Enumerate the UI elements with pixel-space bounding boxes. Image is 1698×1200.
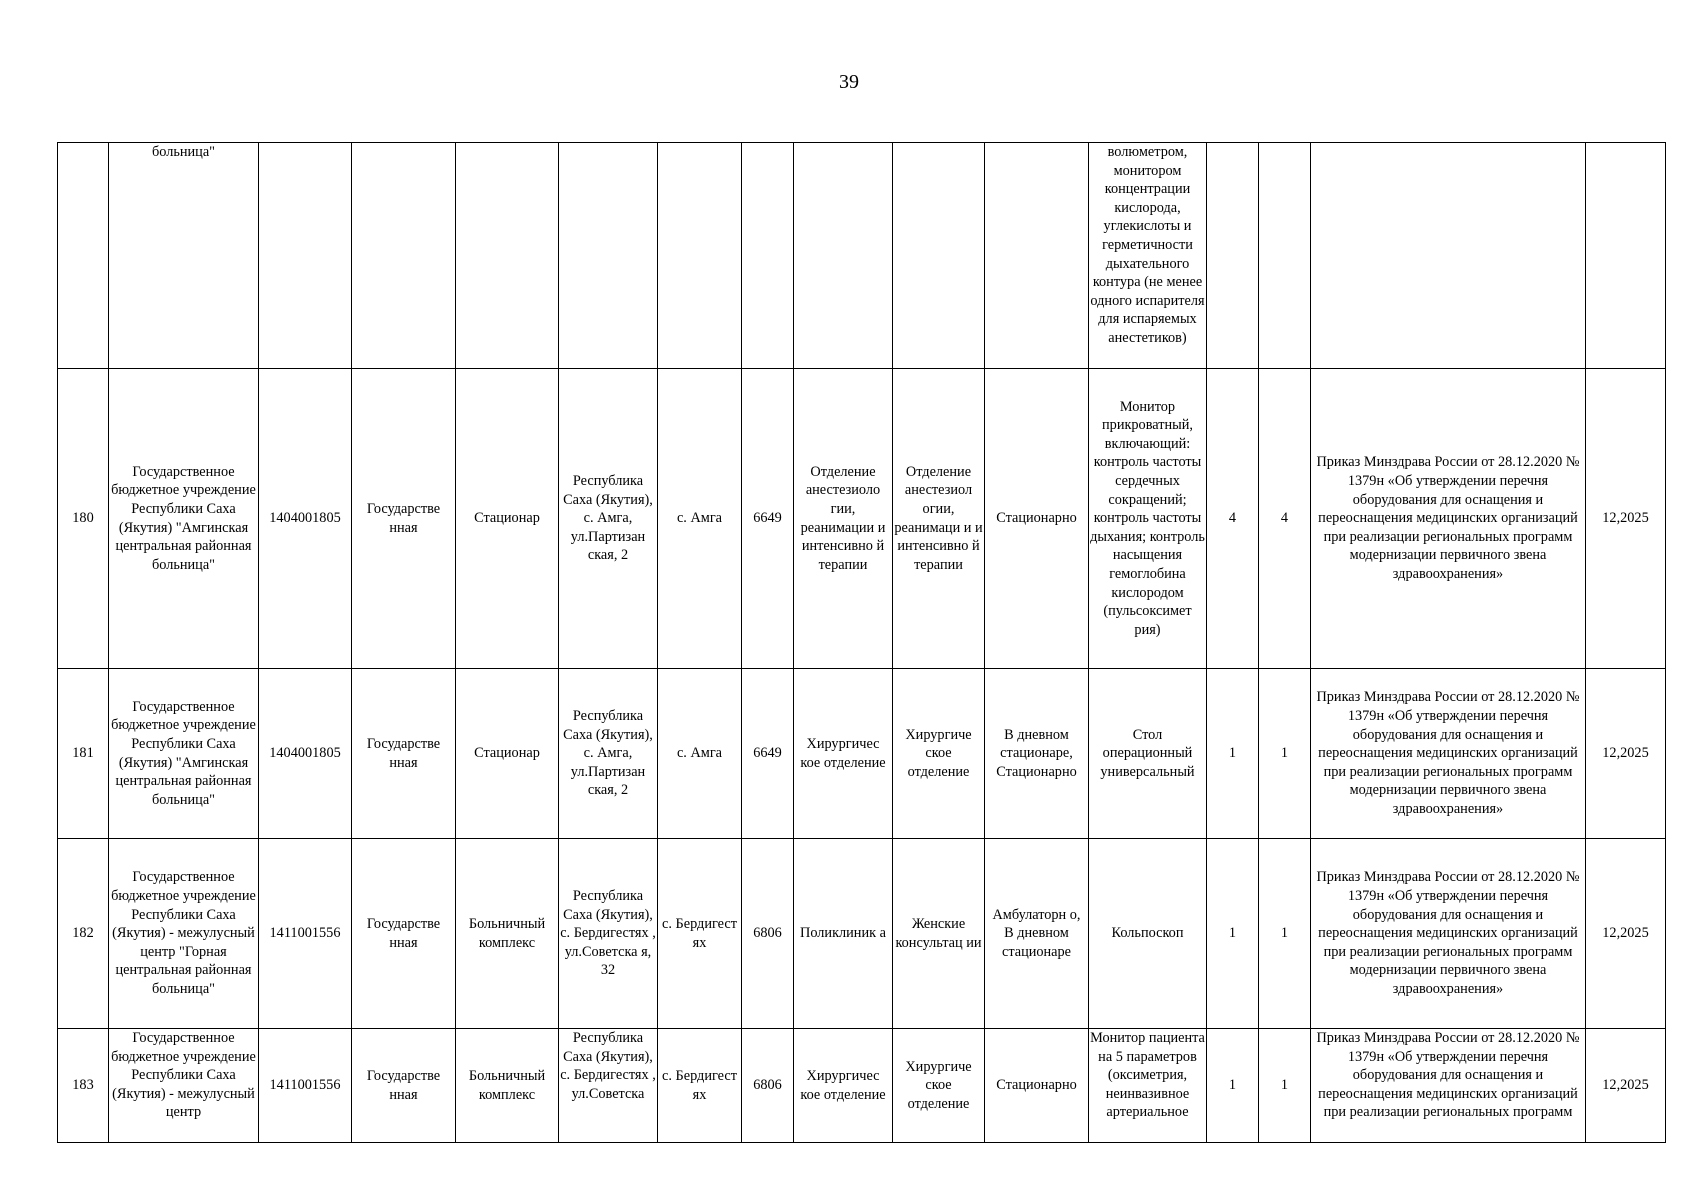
cell-qty2: 1	[1259, 1029, 1311, 1143]
cell-num: 181	[58, 669, 109, 839]
cell-address: Республика Саха (Якутия), с. Бердигестях , ул.Советска я, 32	[559, 839, 658, 1029]
cell-dept1: Хирургичес кое отделение	[794, 1029, 893, 1143]
cell-equipment: Кольпоскоп	[1089, 839, 1207, 1029]
cell-care-form	[985, 143, 1089, 369]
cell-ownership: Государстве нная	[352, 369, 456, 669]
cell-inn: 1404001805	[259, 369, 352, 669]
cell-code: 6649	[742, 369, 794, 669]
cell-type: Стационар	[456, 369, 559, 669]
cell-basis	[1311, 143, 1586, 369]
cell-address	[559, 143, 658, 369]
cell-basis: Приказ Минздрава России от 28.12.2020 № 1379н «Об утверждении перечня оборудования для оснащения и переоснащения медицинских организаций при реализации региональных программ	[1311, 1029, 1586, 1143]
cell-ownership: Государстве нная	[352, 839, 456, 1029]
cell-locality: с. Амга	[658, 369, 742, 669]
cell-equipment: Стол операционный универсальный	[1089, 669, 1207, 839]
cell-qty1: 1	[1207, 839, 1259, 1029]
cell-locality: с. Бердигест ях	[658, 1029, 742, 1143]
cell-code	[742, 143, 794, 369]
cell-code: 6806	[742, 839, 794, 1029]
cell-dept2: Отделение анестезиол огии, реанимаци и и интенсивно й терапии	[893, 369, 985, 669]
table-row	[58, 669, 1666, 839]
cell-dept1: Поликлиник а	[794, 839, 893, 1029]
cell-num: 180	[58, 369, 109, 669]
cell-code: 6806	[742, 1029, 794, 1143]
cell-address: Республика Саха (Якутия), с. Амга, ул.Партизан ская, 2	[559, 369, 658, 669]
cell-inn: 1404001805	[259, 669, 352, 839]
cell-address: Республика Саха (Якутия), с. Бердигестях , ул.Советска	[559, 1029, 658, 1143]
equipment-table	[57, 142, 1666, 1143]
cell-basis: Приказ Минздрава России от 28.12.2020 № 1379н «Об утверждении перечня оборудования для оснащения и переоснащения медицинских организаций при реализации региональных программ модернизации первичного звена здравоохранения»	[1311, 369, 1586, 669]
cell-care-form: Стационарно	[985, 369, 1089, 669]
cell-org: Государственное бюджетное учреждение Республики Саха (Якутия) "Амгинская центральная районная больница"	[109, 369, 259, 669]
cell-ownership	[352, 143, 456, 369]
cell-inn	[259, 143, 352, 369]
cell-num: 183	[58, 1029, 109, 1143]
cell-qty1: 1	[1207, 1029, 1259, 1143]
cell-equipment: Монитор прикроватный, включающий: контроль частоты сердечных сокращений; контроль частоты дыхания; контроль насыщения гемоглобина кислородом (пульсоксимет рия)	[1089, 369, 1207, 669]
page-number: 39	[839, 71, 859, 93]
cell-care-form: В дневном стационаре, Стационарно	[985, 669, 1089, 839]
cell-locality: с. Амга	[658, 669, 742, 839]
cell-qty2: 4	[1259, 369, 1311, 669]
cell-dept2: Хирургиче ское отделение	[893, 669, 985, 839]
cell-qty2: 1	[1259, 839, 1311, 1029]
cell-dept2: Женские консультац ии	[893, 839, 985, 1029]
cell-period: 12,2025	[1586, 669, 1666, 839]
cell-type	[456, 143, 559, 369]
cell-period: 12,2025	[1586, 839, 1666, 1029]
cell-num: 182	[58, 839, 109, 1029]
cell-org: Государственное бюджетное учреждение Республики Саха (Якутия) - межулусный центр "Горная центральная районная больница"	[109, 839, 259, 1029]
cell-type: Больничный комплекс	[456, 839, 559, 1029]
cell-qty1	[1207, 143, 1259, 369]
cell-dept1: Хирургичес кое отделение	[794, 669, 893, 839]
cell-period: 12,2025	[1586, 1029, 1666, 1143]
cell-address: Республика Саха (Якутия), с. Амга, ул.Партизан ская, 2	[559, 669, 658, 839]
cell-code: 6649	[742, 669, 794, 839]
cell-equipment: волюметром, монитором концентрации кислорода, углекислоты и герметичности дыхательного контура (не менее одного испарителя для испаряемых анестетиков)	[1089, 143, 1207, 369]
cell-type: Стационар	[456, 669, 559, 839]
cell-org: Государственное бюджетное учреждение Республики Саха (Якутия) - межулусный центр	[109, 1029, 259, 1143]
cell-org: больница"	[109, 143, 259, 369]
cell-inn: 1411001556	[259, 1029, 352, 1143]
cell-qty2	[1259, 143, 1311, 369]
cell-ownership: Государстве нная	[352, 1029, 456, 1143]
cell-period	[1586, 143, 1666, 369]
table-row	[58, 839, 1666, 1029]
cell-equipment: Монитор пациента на 5 параметров (оксиметрия, неинвазивное артериальное	[1089, 1029, 1207, 1143]
cell-org: Государственное бюджетное учреждение Республики Саха (Якутия) "Амгинская центральная районная больница"	[109, 669, 259, 839]
cell-dept2: Хирургиче ское отделение	[893, 1029, 985, 1143]
cell-num	[58, 143, 109, 369]
cell-qty1: 4	[1207, 369, 1259, 669]
cell-dept1	[794, 143, 893, 369]
table-row	[58, 143, 1666, 369]
cell-basis: Приказ Минздрава России от 28.12.2020 № 1379н «Об утверждении перечня оборудования для оснащения и переоснащения медицинских организаций при реализации региональных программ модернизации первичного звена здравоохранения»	[1311, 669, 1586, 839]
cell-basis: Приказ Минздрава России от 28.12.2020 № 1379н «Об утверждении перечня оборудования для оснащения и переоснащения медицинских организаций при реализации региональных программ модернизации первичного звена здравоохранения»	[1311, 839, 1586, 1029]
cell-period: 12,2025	[1586, 369, 1666, 669]
cell-dept1: Отделение анестезиоло гии, реанимации и интенсивно й терапии	[794, 369, 893, 669]
cell-dept2	[893, 143, 985, 369]
cell-qty1: 1	[1207, 669, 1259, 839]
cell-care-form: Стационарно	[985, 1029, 1089, 1143]
cell-type: Больничный комплекс	[456, 1029, 559, 1143]
table-row	[58, 369, 1666, 669]
cell-locality	[658, 143, 742, 369]
cell-care-form: Амбулаторн о, В дневном стационаре	[985, 839, 1089, 1029]
table-row	[58, 1029, 1666, 1143]
cell-locality: с. Бердигест ях	[658, 839, 742, 1029]
cell-ownership: Государстве нная	[352, 669, 456, 839]
cell-inn: 1411001556	[259, 839, 352, 1029]
cell-qty2: 1	[1259, 669, 1311, 839]
